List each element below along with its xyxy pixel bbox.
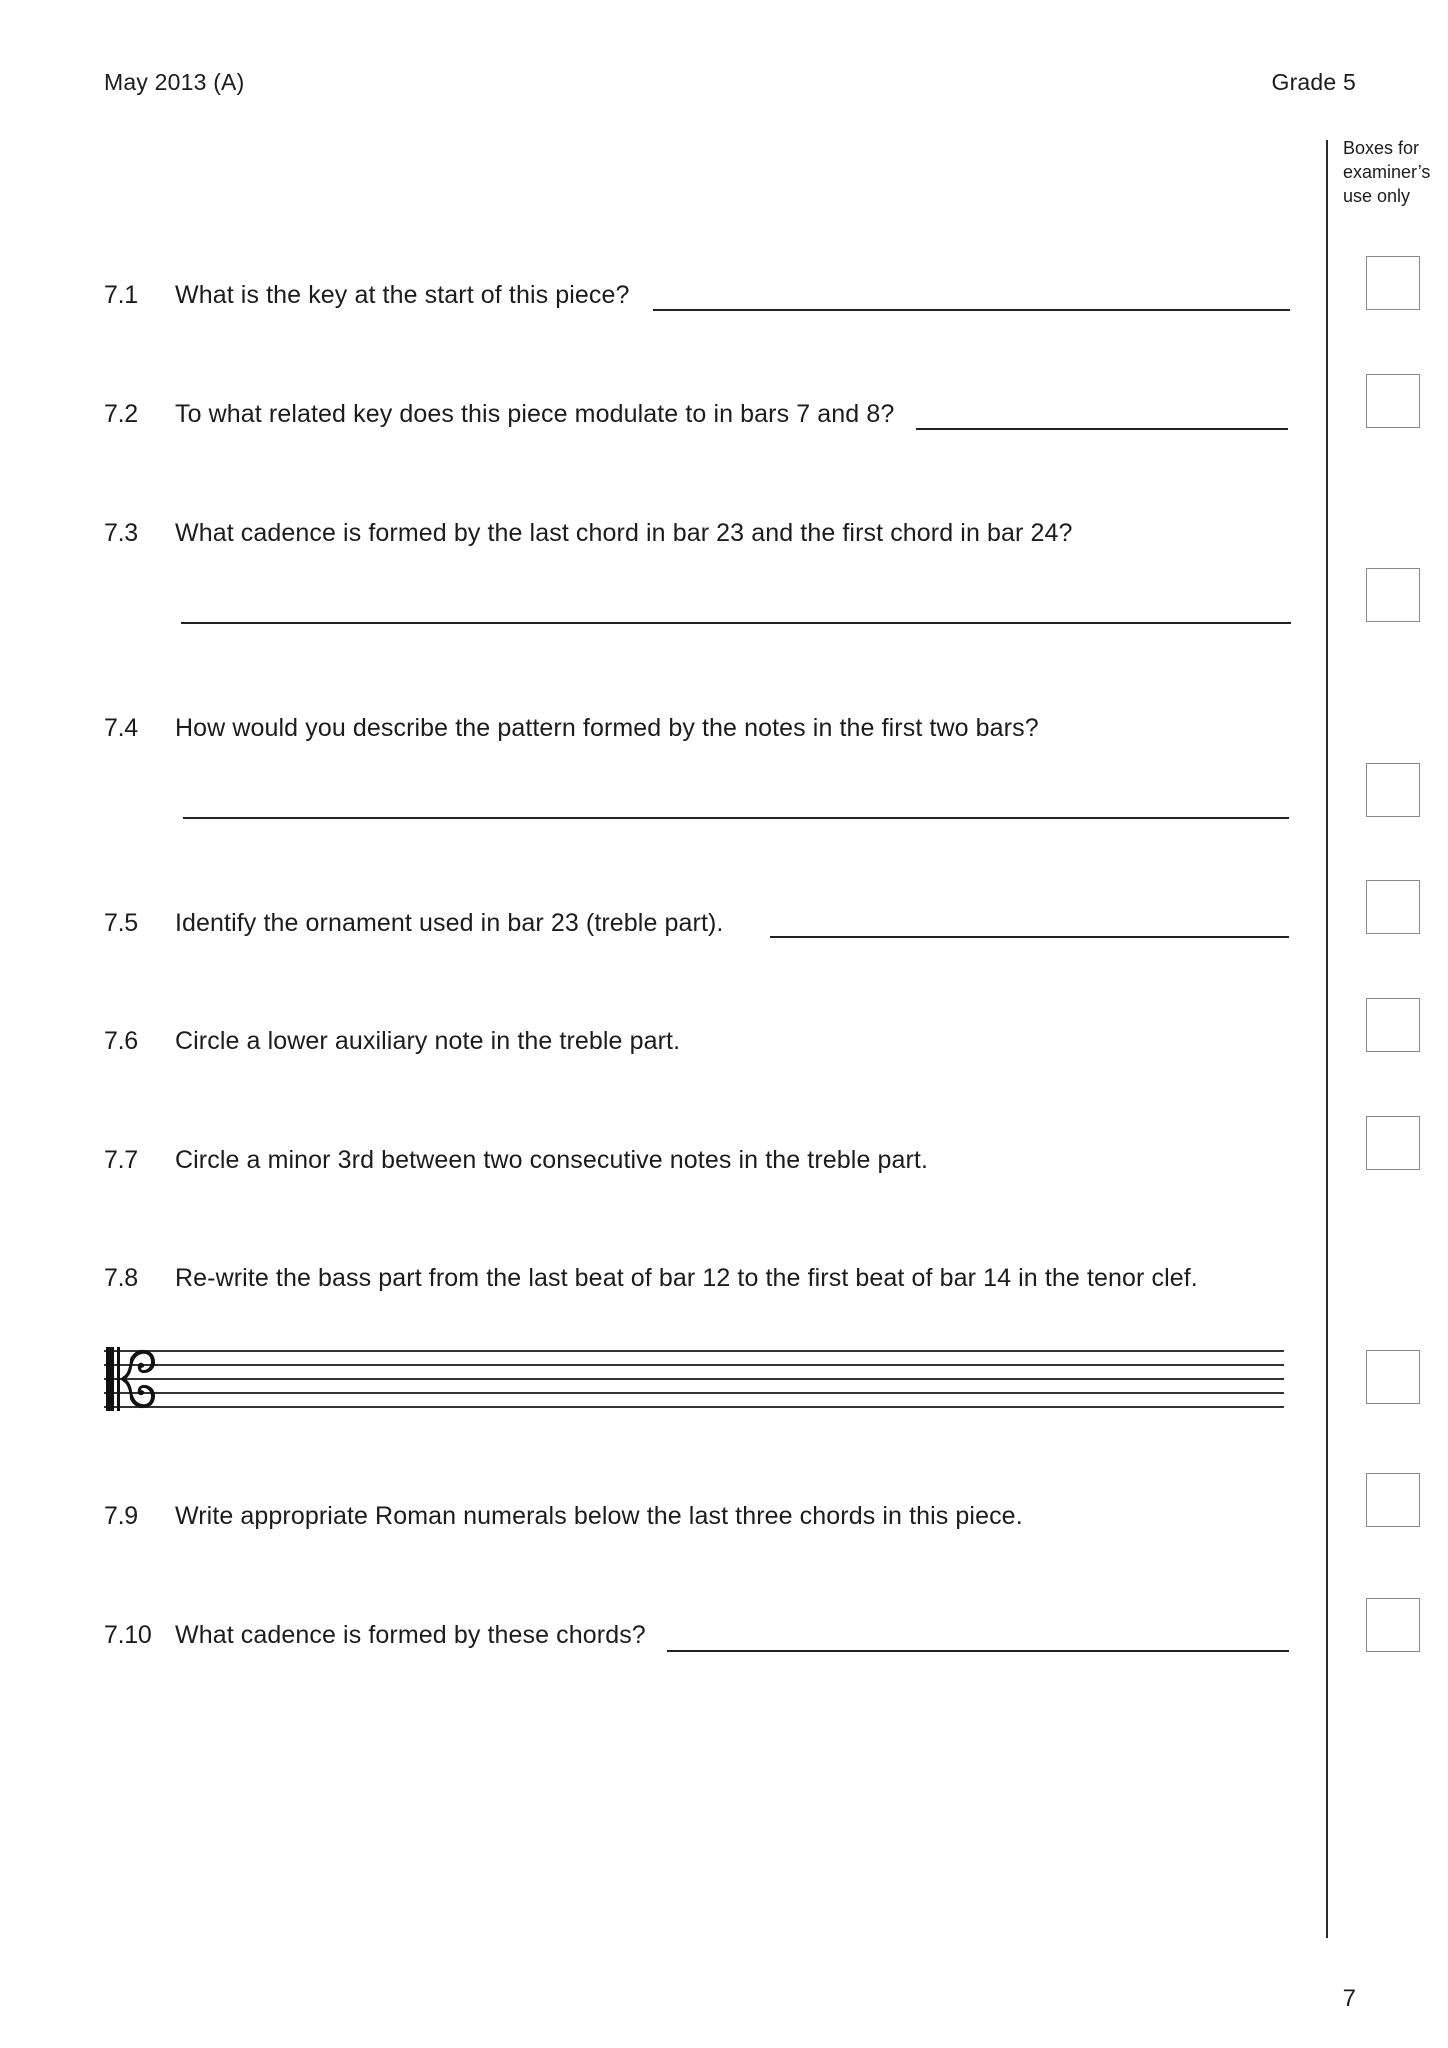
- question-number: 7.2: [104, 400, 138, 428]
- question-number: 7.9: [104, 1502, 138, 1530]
- tenor-clef-icon: [104, 1345, 158, 1413]
- examiner-mark-box[interactable]: [1366, 763, 1420, 817]
- staff-line: [104, 1378, 1284, 1380]
- answer-line[interactable]: [667, 1650, 1289, 1652]
- question-text: What is the key at the start of this piece?: [175, 281, 630, 309]
- question-text: Circle a lower auxiliary note in the treble part.: [175, 1027, 681, 1055]
- question-number: 7.3: [104, 519, 138, 547]
- page-number: 7: [1342, 1985, 1356, 2012]
- question-text: What cadence is formed by these chords?: [175, 1621, 646, 1649]
- question-number: 7.5: [104, 909, 138, 937]
- examiner-mark-box[interactable]: [1366, 880, 1420, 934]
- examiner-mark-box[interactable]: [1366, 568, 1420, 622]
- music-staff[interactable]: [104, 1350, 1284, 1407]
- question-number: 7.1: [104, 281, 138, 309]
- answer-line[interactable]: [916, 428, 1288, 430]
- examiner-note-line: examiner’s: [1343, 162, 1431, 182]
- examiner-note: [1343, 136, 1430, 208]
- question-text: What cadence is formed by the last chord in bar 23 and the first chord in bar 24?: [175, 519, 1073, 547]
- examiner-note-line: use only: [1343, 186, 1411, 206]
- question-text: Circle a minor 3rd between two consecutive notes in the treble part.: [175, 1146, 929, 1174]
- question-text: To what related key does this piece modulate to in bars 7 and 8?: [175, 400, 895, 428]
- staff-line: [104, 1392, 1284, 1394]
- answer-line[interactable]: [653, 309, 1290, 311]
- answer-line[interactable]: [770, 936, 1289, 938]
- examiner-mark-box[interactable]: [1366, 998, 1420, 1052]
- question-number: 7.4: [104, 714, 138, 742]
- examiner-mark-box[interactable]: [1366, 374, 1420, 428]
- question-number: 7.7: [104, 1146, 138, 1174]
- question-text: Identify the ornament used in bar 23 (treble part).: [175, 909, 724, 937]
- question-number: 7.8: [104, 1264, 138, 1292]
- staff-line: [104, 1350, 1284, 1352]
- exam-session: May 2013 (A): [104, 69, 245, 95]
- question-text: Write appropriate Roman numerals below the last three chords in this piece.: [175, 1502, 1023, 1530]
- question-number: 7.10: [104, 1621, 152, 1649]
- examiner-margin-rule: [1326, 140, 1328, 1938]
- examiner-mark-box[interactable]: [1366, 1116, 1420, 1170]
- staff-line: [104, 1406, 1284, 1408]
- examiner-note-line: Boxes for: [1343, 138, 1420, 158]
- examiner-mark-box[interactable]: [1366, 256, 1420, 310]
- answer-line[interactable]: [181, 622, 1291, 624]
- question-number: 7.6: [104, 1027, 138, 1055]
- examiner-mark-box[interactable]: [1366, 1598, 1420, 1652]
- question-text: How would you describe the pattern formed by the notes in the first two bars?: [175, 714, 1039, 742]
- staff-line: [104, 1364, 1284, 1366]
- answer-line[interactable]: [183, 817, 1289, 819]
- examiner-mark-box[interactable]: [1366, 1473, 1420, 1527]
- question-text: Re-write the bass part from the last beat of bar 12 to the first beat of bar 14 in the tenor clef.: [175, 1264, 1198, 1292]
- grade-label: Grade 5: [1271, 69, 1356, 95]
- examiner-mark-box[interactable]: [1366, 1350, 1420, 1404]
